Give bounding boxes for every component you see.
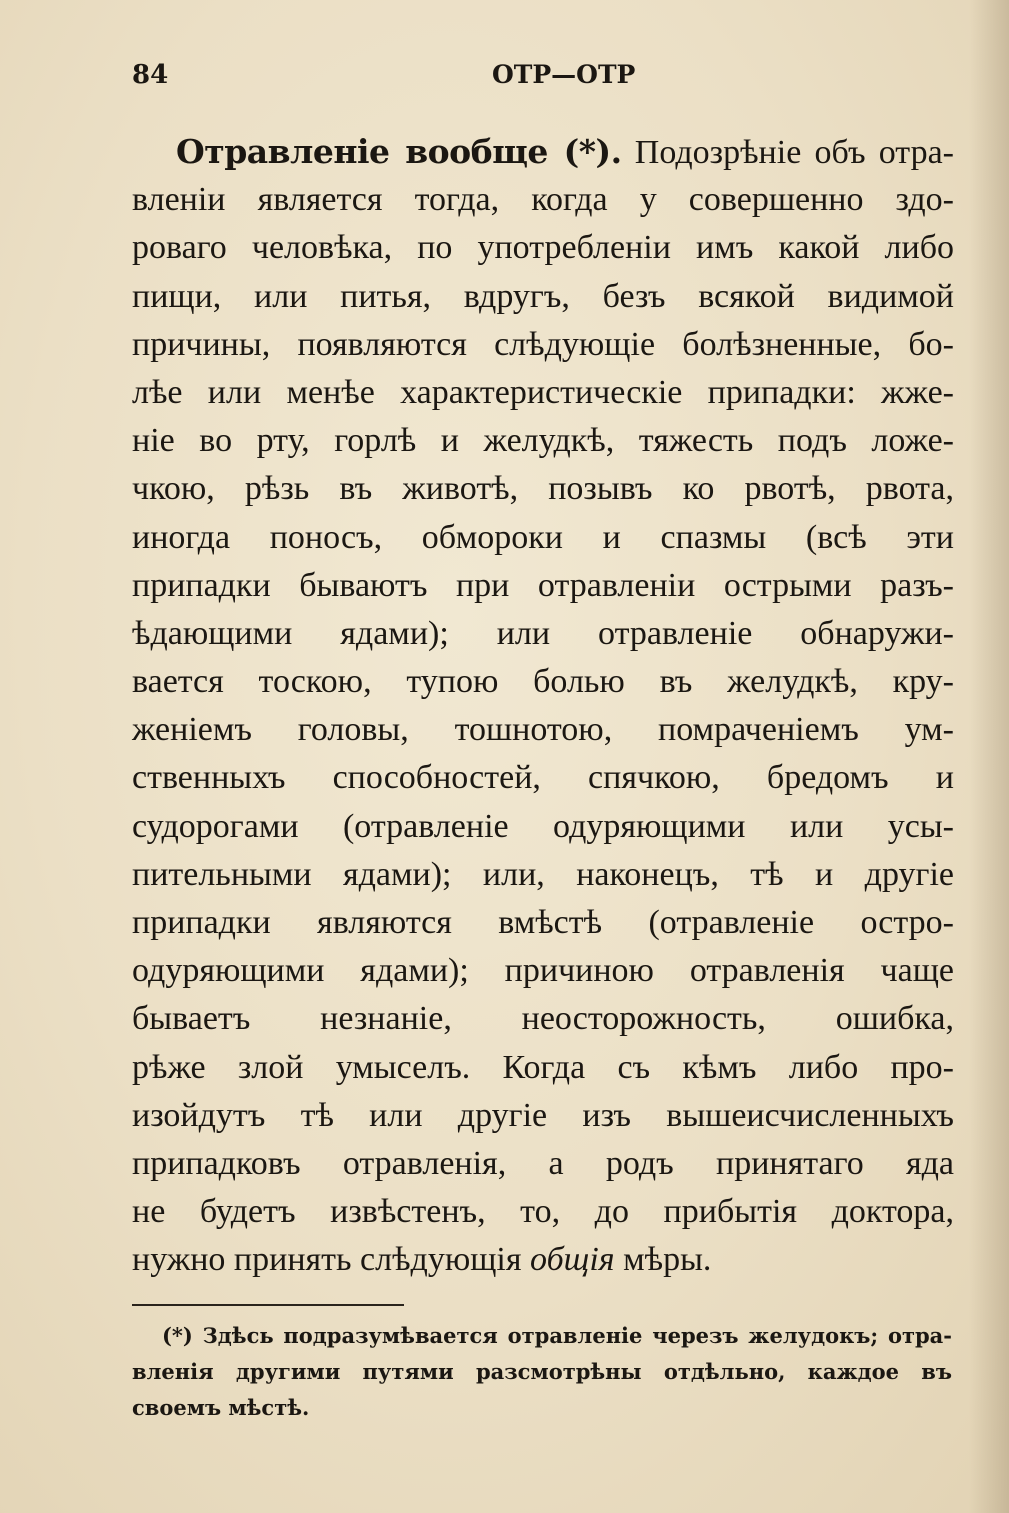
text-line: одуряющими ядами); причиною отравленія чаще: [132, 952, 954, 990]
footnote-line: вленія другими путями разсмотрѣны отдѣльно, каждое въ: [132, 1359, 952, 1384]
text-line-last: нужно принять слѣдующія общія мѣры.: [132, 1241, 712, 1279]
text-line: Отравленіе вообще (*). Подозрѣніе объ отра-: [176, 132, 954, 171]
text-line: пительными ядами); или, наконецъ, тѣ и другіе: [132, 855, 954, 893]
text-line: причины, появляются слѣдующіе болѣзненные, бо-: [132, 325, 954, 363]
text-line: припадки бываютъ при отравленіи острыми разъ-: [132, 566, 954, 604]
text-line: лѣе или менѣе характеристическіе припадки: жже-: [132, 373, 954, 411]
page-number: 84: [132, 60, 169, 90]
text-line: роваго человѣка, по употребленіи имъ какой либо: [132, 229, 954, 267]
text-line: изойдутъ тѣ или другіе изъ вышеисчисленныхъ: [132, 1096, 954, 1134]
text-line: ніе во рту, горлѣ и желудкѣ, тяжесть подъ ложе-: [132, 422, 954, 460]
footnote: [132, 1318, 952, 1426]
text-line: не будетъ извѣстенъ, то, до прибытія доктора,: [132, 1193, 954, 1231]
page-edge-shadow: [969, 0, 1009, 1513]
text-line: пищи, или питья, вдругъ, безъ всякой видимой: [132, 277, 954, 315]
text-line: судорогами (отравленіе одуряющими или усы-: [132, 807, 954, 845]
text-line: припадки являются вмѣстѣ (отравленіе остро-: [132, 904, 954, 941]
text-line: рѣже злой умыселъ. Когда съ кѣмъ либо про-: [132, 1048, 954, 1086]
text-line: вленіи является тогда, когда у совершенно здо-: [132, 181, 954, 219]
article-lead: Отравленіе вообще (*).: [176, 132, 622, 171]
footnote-line: своемъ мѣстѣ.: [132, 1395, 310, 1420]
text-line: вается тоскою, тупою болью въ желудкѣ, кру-: [132, 663, 954, 701]
text-line: ѣдающими ядами); или отравленіе обнаружи-: [132, 614, 954, 652]
article-body: [132, 128, 954, 1285]
text-line: чкою, рѣзь въ животѣ, позывъ ко рвотѣ, рвота,: [132, 470, 954, 508]
emphasis-word: общія: [530, 1241, 615, 1279]
text-line: иногда поносъ, обмороки и спазмы (всѣ эти: [132, 518, 954, 556]
footnote-line: (*) Здѣсь подразумѣвается отравленіе черезъ желудокъ; отра-: [162, 1323, 952, 1348]
text-line: женіемъ головы, тошнотою, помраченіемъ ум-: [132, 711, 954, 749]
text-line: ственныхъ способностей, спячкою, бредомъ и: [132, 759, 954, 797]
footnote-divider: [132, 1304, 404, 1306]
page-header: [132, 60, 950, 100]
text-line: припадковъ отравленія, а родъ принятаго яда: [132, 1144, 954, 1182]
text-line: бываетъ незнаніе, неосторожность, ошибка,: [132, 1000, 954, 1038]
running-head: ОТР—ОТР: [492, 60, 636, 89]
